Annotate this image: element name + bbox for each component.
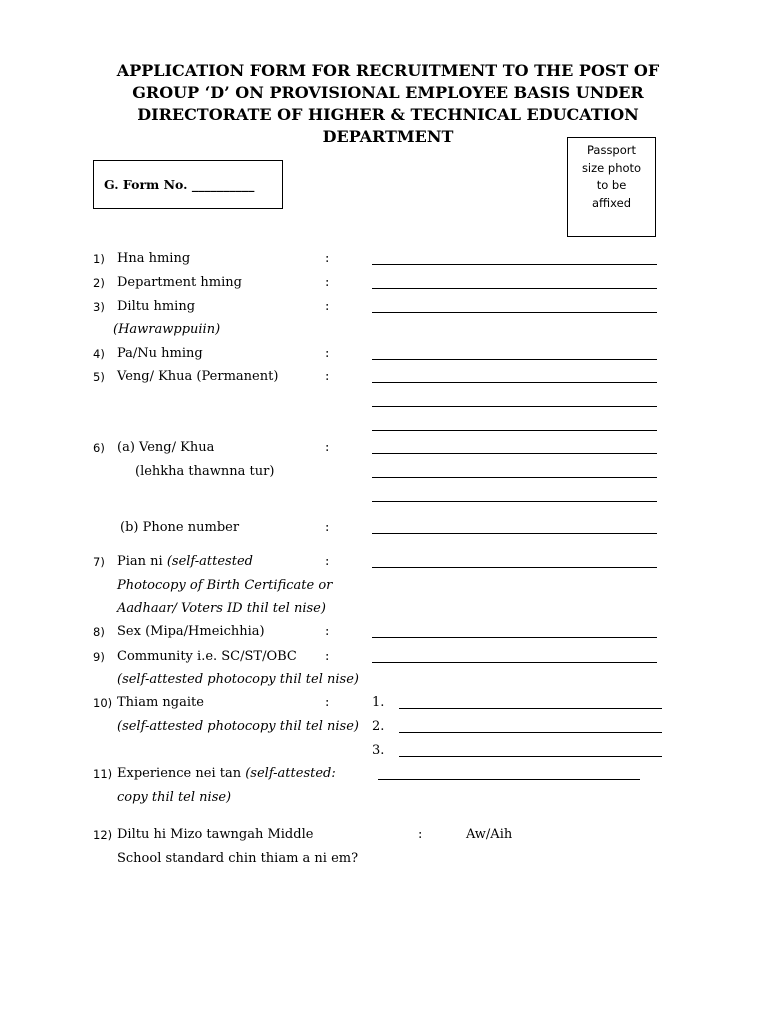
qualification-blank-line[interactable] [399,756,662,757]
field-number: 7) [93,555,105,569]
field-number: 5) [93,370,105,384]
correspondence-address-blank-line[interactable] [372,501,657,502]
field-number: 6) [93,441,105,455]
qualification-item-number: 3. [372,743,385,758]
field-sublabel: School standard chin thiam a ni em? [117,851,359,866]
title-line-4: DEPARTMENT [322,127,454,146]
field-sublabel: (self-attested photocopy thil tel nise) [117,672,359,687]
field-sublabel: Aadhaar/ Voters ID thil tel nise) [117,601,326,616]
field-number: 11) [93,767,113,781]
photo-text-line: Passport [586,143,637,157]
field-number: 9) [93,650,105,664]
qualification-item-number: 2. [372,719,385,734]
field-label-correspondence-address: (a) Veng/ Khua [117,440,215,455]
qualification-blank-line[interactable] [399,708,662,709]
colon: : [325,299,330,314]
field-label-department: Department hming [117,275,242,290]
field-label-name: Hna hming [117,251,191,266]
permanent-address-blank-line[interactable] [372,382,657,383]
title-line-3: DIRECTORATE OF HIGHER & TECHNICAL EDUCATION [137,105,639,124]
photo-text-line: affixed [592,195,631,210]
colon: : [325,520,330,535]
qualification-blank-line[interactable] [399,732,662,733]
parent-name-blank-line[interactable] [372,359,657,360]
permanent-address-blank-line[interactable] [372,430,657,431]
field-number: 8) [93,625,105,639]
field-label-parent-name: Pa/Nu hming [117,346,203,361]
photo-text-line: to be [596,178,627,192]
qualification-item-number: 1. [372,695,385,710]
colon: : [325,440,330,455]
form-number-box[interactable] [93,160,283,209]
sex-blank-line[interactable] [372,637,657,638]
field-label-qualification: Thiam ngaite [117,695,204,710]
field-sublabel: (Hawrawppuiin) [113,322,221,337]
permanent-address-blank-line[interactable] [372,406,657,407]
colon: : [325,554,330,569]
experience-note: (self-attested: [245,766,336,781]
colon: : [325,649,330,664]
colon: : [325,251,330,266]
field-number: 4) [93,347,105,361]
field-number: 10) [93,696,113,710]
field-label-experience [117,765,336,783]
name-blank-line[interactable] [372,264,657,265]
field-label-phone: (b) Phone number [120,520,240,535]
field-label-mizo-proficiency: Diltu hi Mizo tawngah Middle [117,827,314,842]
field-label-permanent-address: Veng/ Khua (Permanent) [117,369,279,384]
correspondence-address-blank-line[interactable] [372,477,657,478]
colon: : [418,827,423,842]
colon: : [325,275,330,290]
field-sublabel: Photocopy of Birth Certificate or [117,578,333,593]
field-number: 3) [93,300,105,314]
experience-label: Experience nei tan [117,766,246,781]
photo-text-line: size photo [581,160,642,175]
colon: : [325,695,330,710]
community-blank-line[interactable] [372,662,657,663]
applicant-name-blank-line[interactable] [372,312,657,313]
colon: : [325,369,330,384]
colon: : [325,624,330,639]
birth-date-label: Pian ni [117,554,167,569]
field-label-community: Community i.e. SC/ST/OBC [117,649,297,664]
field-number: 1) [93,252,105,266]
form-number-label: G. Form No. __________ [104,177,255,192]
field-sublabel: (self-attested photocopy thil tel nise) [117,719,359,734]
title-line-1: APPLICATION FORM FOR RECRUITMENT TO THE POST OF [116,61,660,80]
field-label-birth-date [117,553,253,571]
colon: : [325,346,330,361]
phone-blank-line[interactable] [372,533,657,534]
field-sublabel: (lehkha thawnna tur) [135,464,275,479]
field-label-sex: Sex (Mipa/Hmeichhia) [117,624,265,639]
experience-blank-line[interactable] [378,779,640,780]
birth-date-blank-line[interactable] [372,567,657,568]
field-sublabel: copy thil tel nise) [117,790,232,805]
title-line-2: GROUP ‘D’ ON PROVISIONAL EMPLOYEE BASIS UNDER [132,83,644,102]
field-number: 2) [93,276,105,290]
birth-date-note: (self-attested [166,554,253,569]
form-title [88,60,688,148]
correspondence-address-blank-line[interactable] [372,453,657,454]
passport-photo-box [567,137,656,237]
field-number: 12) [93,828,113,842]
mizo-proficiency-answer[interactable]: Aw/Aih [466,827,513,842]
field-label-applicant-name: Diltu hming [117,299,196,314]
department-blank-line[interactable] [372,288,657,289]
